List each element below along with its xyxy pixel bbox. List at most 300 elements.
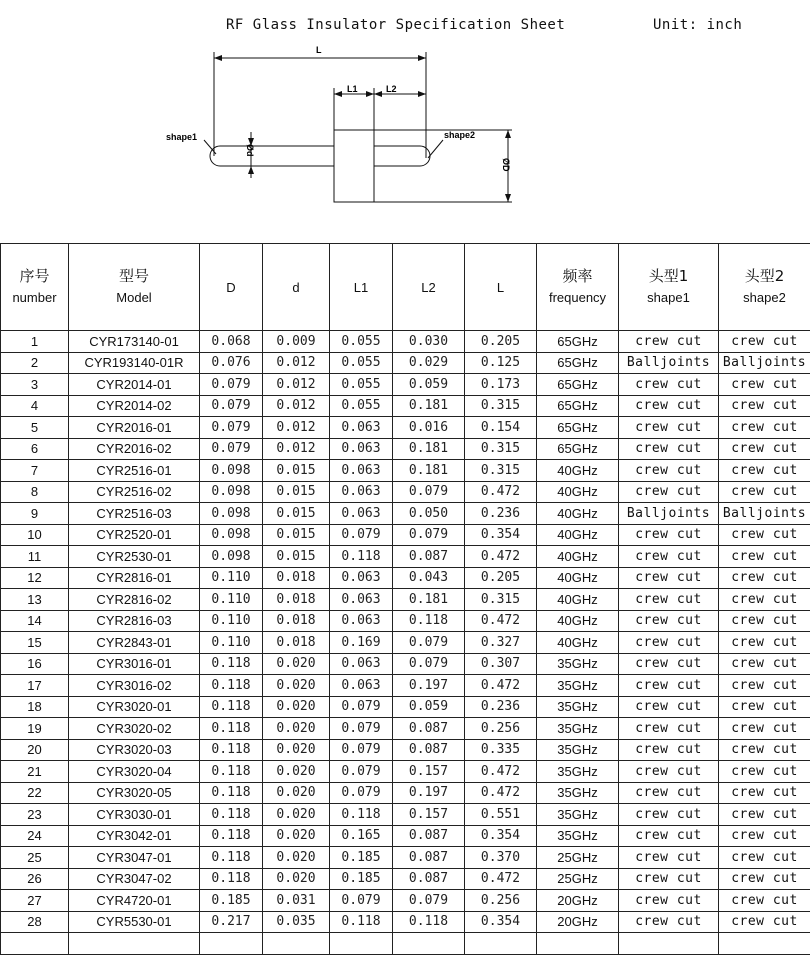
frequency-cell: 40GHz [537,567,619,589]
d-inner-cell: 0.020 [263,653,330,675]
shape1-cell: crew cut [619,331,719,353]
model-cell: CYR3016-02 [69,675,200,697]
row-number: 12 [1,567,69,589]
table-row [1,524,810,546]
d-inner-cell: 0.020 [263,675,330,697]
l2-cell: 0.079 [393,632,465,654]
l1-cell: 0.063 [330,438,393,460]
l1-cell: 0.118 [330,911,393,933]
l2-cell: 0.157 [393,761,465,783]
model-cell: CYR4720-01 [69,890,200,912]
d-inner-cell: 0.020 [263,804,330,826]
shape1-cell: crew cut [619,782,719,804]
model-cell: CYR173140-01 [69,331,200,353]
l-cell: 0.173 [465,374,537,396]
shape2-cell: crew cut [719,417,810,439]
d-inner-cell: 0.031 [263,890,330,912]
d-outer-cell: 0.110 [200,632,263,654]
l1-cell: 0.118 [330,804,393,826]
d-outer-cell: 0.079 [200,438,263,460]
shape2-cell: crew cut [719,782,810,804]
table-row [1,610,810,632]
frequency-cell: 40GHz [537,589,619,611]
d-outer-cell: 0.185 [200,890,263,912]
table-row [1,825,810,847]
l1-cell: 0.063 [330,589,393,611]
l2-cell: 0.043 [393,567,465,589]
column-header-en: Model [69,287,199,308]
shape2-end [420,146,430,166]
model-cell: CYR3042-01 [69,825,200,847]
row-number: 27 [1,890,69,912]
model-cell: CYR2520-01 [69,524,200,546]
d-outer-cell: 0.118 [200,782,263,804]
table-row [1,460,810,482]
frequency-cell: 65GHz [537,395,619,417]
d-outer-cell [200,933,263,955]
l1-cell: 0.185 [330,847,393,869]
column-header [393,244,465,331]
l1-cell: 0.079 [330,524,393,546]
frequency-cell: 35GHz [537,804,619,826]
l-cell: 0.315 [465,395,537,417]
d-inner-cell: 0.009 [263,331,330,353]
l2-cell: 0.079 [393,481,465,503]
shape2-cell: crew cut [719,374,810,396]
l1-cell: 0.063 [330,481,393,503]
spec-table [0,243,810,955]
d-outer-cell: 0.110 [200,567,263,589]
shape2-cell: crew cut [719,739,810,761]
column-header [537,244,619,331]
model-cell: CYR3020-02 [69,718,200,740]
shape2-cell: crew cut [719,653,810,675]
d-outer-cell: 0.118 [200,653,263,675]
l2-cell: 0.181 [393,589,465,611]
l1-cell: 0.055 [330,331,393,353]
frequency-cell: 40GHz [537,503,619,525]
frequency-cell: 65GHz [537,438,619,460]
row-number: 13 [1,589,69,611]
shape2-cell: crew cut [719,718,810,740]
frequency-cell: 20GHz [537,890,619,912]
model-cell: CYR3020-05 [69,782,200,804]
d-inner-cell: 0.015 [263,460,330,482]
shape1-cell: crew cut [619,395,719,417]
d-inner-cell: 0.020 [263,718,330,740]
l1-cell: 0.079 [330,739,393,761]
l-cell: 0.154 [465,417,537,439]
row-number: 10 [1,524,69,546]
l-cell: 0.472 [465,610,537,632]
model-cell: CYR3030-01 [69,804,200,826]
model-cell: CYR2816-02 [69,589,200,611]
row-number: 24 [1,825,69,847]
d-outer-cell: 0.098 [200,546,263,568]
shape1-cell: crew cut [619,374,719,396]
d-outer-cell: 0.098 [200,524,263,546]
shape1-cell: crew cut [619,911,719,933]
shape2-cell: crew cut [719,438,810,460]
row-number: 6 [1,438,69,460]
table-row [1,653,810,675]
column-header [330,244,393,331]
insulator-drawing [0,38,810,238]
table-row [1,352,810,374]
label-d: Ød [245,144,255,157]
row-number: 1 [1,331,69,353]
l2-cell: 0.157 [393,804,465,826]
shape1-cell: crew cut [619,610,719,632]
d-outer-cell: 0.118 [200,739,263,761]
frequency-cell: 40GHz [537,524,619,546]
shape1-cell: crew cut [619,632,719,654]
unit-label: Unit: inch [653,17,742,33]
l2-cell: 0.181 [393,438,465,460]
d-inner-cell: 0.012 [263,352,330,374]
row-number: 8 [1,481,69,503]
shape2-cell: crew cut [719,395,810,417]
l-cell: 0.551 [465,804,537,826]
d-inner-cell: 0.035 [263,911,330,933]
l2-cell [393,933,465,955]
shape1-cell: Balljoints [619,352,719,374]
model-cell: CYR193140-01R [69,352,200,374]
l2-cell: 0.181 [393,460,465,482]
column-header [263,244,330,331]
row-number: 2 [1,352,69,374]
l1-cell: 0.063 [330,460,393,482]
l1-cell: 0.079 [330,718,393,740]
l1-cell: 0.165 [330,825,393,847]
shape2-cell: crew cut [719,331,810,353]
d-outer-cell: 0.079 [200,395,263,417]
l2-cell: 0.197 [393,782,465,804]
l-cell: 0.125 [465,352,537,374]
l-cell: 0.354 [465,524,537,546]
table-row [1,632,810,654]
l2-cell: 0.087 [393,739,465,761]
label-L1: L1 [347,84,358,94]
l1-cell: 0.063 [330,610,393,632]
table-row [1,481,810,503]
shape2-cell: crew cut [719,546,810,568]
l-cell: 0.256 [465,718,537,740]
shape2-cell: crew cut [719,696,810,718]
model-cell: CYR2014-02 [69,395,200,417]
l2-cell: 0.079 [393,890,465,912]
shape1-cell: crew cut [619,718,719,740]
label-shape2: shape2 [444,130,475,140]
column-header [619,244,719,331]
l1-cell: 0.079 [330,782,393,804]
shape1-cell: crew cut [619,804,719,826]
column-header-zh: 头型1 [619,266,718,287]
frequency-cell: 40GHz [537,546,619,568]
shape1-cell [619,933,719,955]
l-cell: 0.472 [465,675,537,697]
l-cell: 0.472 [465,546,537,568]
shape1-cell: crew cut [619,567,719,589]
l1-cell: 0.063 [330,417,393,439]
column-header [719,244,810,331]
l2-cell: 0.059 [393,696,465,718]
d-inner-cell: 0.018 [263,589,330,611]
d-outer-cell: 0.076 [200,352,263,374]
table-row [1,782,810,804]
model-cell: CYR3020-03 [69,739,200,761]
model-cell: CYR2816-03 [69,610,200,632]
d-inner-cell: 0.015 [263,481,330,503]
frequency-cell: 40GHz [537,610,619,632]
row-number: 20 [1,739,69,761]
column-header [1,244,69,331]
model-cell: CYR2516-01 [69,460,200,482]
d-outer-cell: 0.098 [200,460,263,482]
d-outer-cell: 0.110 [200,589,263,611]
row-number [1,933,69,955]
label-shape1: shape1 [166,132,197,142]
l2-cell: 0.197 [393,675,465,697]
d-inner-cell: 0.012 [263,438,330,460]
model-cell [69,933,200,955]
l2-cell: 0.059 [393,374,465,396]
row-number: 17 [1,675,69,697]
model-cell: CYR3047-01 [69,847,200,869]
l1-cell: 0.169 [330,632,393,654]
table-row [1,847,810,869]
shape1-cell: crew cut [619,546,719,568]
table-row [1,417,810,439]
shape1-cell: crew cut [619,417,719,439]
l-cell: 0.472 [465,868,537,890]
frequency-cell: 35GHz [537,675,619,697]
column-header-en: L1 [330,277,392,298]
column-header-zh: 型号 [69,266,199,287]
frequency-cell: 35GHz [537,696,619,718]
l-cell: 0.472 [465,782,537,804]
l-cell: 0.236 [465,696,537,718]
l2-cell: 0.030 [393,331,465,353]
shape2-cell: crew cut [719,911,810,933]
d-outer-cell: 0.118 [200,696,263,718]
model-cell: CYR2516-02 [69,481,200,503]
frequency-cell [537,933,619,955]
l-cell: 0.354 [465,911,537,933]
table-row [1,718,810,740]
d-inner-cell: 0.018 [263,632,330,654]
l-cell: 0.370 [465,847,537,869]
frequency-cell: 25GHz [537,847,619,869]
l2-cell: 0.118 [393,610,465,632]
l1-cell: 0.063 [330,653,393,675]
l1-cell [330,933,393,955]
frequency-cell: 65GHz [537,331,619,353]
table-row [1,761,810,783]
label-L: L [316,45,322,55]
table-row [1,696,810,718]
model-cell: CYR2014-01 [69,374,200,396]
l2-cell: 0.087 [393,718,465,740]
frequency-cell: 35GHz [537,653,619,675]
d-outer-cell: 0.079 [200,417,263,439]
sheet-title: RF Glass Insulator Specification Sheet [226,17,565,33]
d-inner-cell: 0.015 [263,503,330,525]
l1-cell: 0.079 [330,696,393,718]
frequency-cell: 35GHz [537,718,619,740]
l-cell: 0.315 [465,438,537,460]
shape1-cell: crew cut [619,481,719,503]
row-number: 3 [1,374,69,396]
frequency-cell: 40GHz [537,460,619,482]
shape2-cell: crew cut [719,890,810,912]
shape2-cell [719,933,810,955]
shape1-cell: crew cut [619,890,719,912]
shape1-cell: crew cut [619,438,719,460]
row-number: 22 [1,782,69,804]
column-header-en: number [1,287,68,308]
model-cell: CYR3020-01 [69,696,200,718]
table-row [1,395,810,417]
shape1-cell: crew cut [619,589,719,611]
frequency-cell: 65GHz [537,417,619,439]
d-inner-cell: 0.020 [263,868,330,890]
d-inner-cell: 0.020 [263,782,330,804]
column-header-en: frequency [537,287,618,308]
shape1-cell: crew cut [619,868,719,890]
column-header-zh: 头型2 [719,266,810,287]
model-cell: CYR3020-04 [69,761,200,783]
row-number: 4 [1,395,69,417]
d-inner-cell: 0.012 [263,417,330,439]
d-inner-cell [263,933,330,955]
frequency-cell: 40GHz [537,481,619,503]
d-inner-cell: 0.020 [263,761,330,783]
l-cell: 0.205 [465,331,537,353]
shape1-cell: Balljoints [619,503,719,525]
label-D: ØD [501,158,511,172]
l2-cell: 0.087 [393,868,465,890]
row-number: 21 [1,761,69,783]
d-inner-cell: 0.012 [263,395,330,417]
l-cell: 0.236 [465,503,537,525]
l-cell [465,933,537,955]
table-row [1,589,810,611]
l-cell: 0.315 [465,460,537,482]
l-cell: 0.315 [465,589,537,611]
model-cell: CYR5530-01 [69,911,200,933]
row-number: 11 [1,546,69,568]
model-cell: CYR2516-03 [69,503,200,525]
d-outer-cell: 0.118 [200,825,263,847]
frequency-cell: 35GHz [537,782,619,804]
l1-cell: 0.063 [330,503,393,525]
frequency-cell: 65GHz [537,374,619,396]
table-row [1,331,810,353]
table-row [1,933,810,955]
row-number: 9 [1,503,69,525]
row-number: 25 [1,847,69,869]
shape1-cell: crew cut [619,675,719,697]
shape2-cell: crew cut [719,481,810,503]
frequency-cell: 35GHz [537,761,619,783]
shape1-cell: crew cut [619,696,719,718]
column-header [200,244,263,331]
l2-cell: 0.079 [393,524,465,546]
l1-cell: 0.118 [330,546,393,568]
model-cell: CYR3047-02 [69,868,200,890]
d-outer-cell: 0.118 [200,868,263,890]
row-number: 18 [1,696,69,718]
l2-cell: 0.087 [393,546,465,568]
shape2-cell: Balljoints [719,503,810,525]
shape2-cell: crew cut [719,524,810,546]
d-inner-cell: 0.015 [263,524,330,546]
d-outer-cell: 0.118 [200,718,263,740]
column-header-en: L2 [393,277,464,298]
row-number: 26 [1,868,69,890]
column-header-en: D [200,277,262,298]
l1-cell: 0.063 [330,567,393,589]
model-cell: CYR2816-01 [69,567,200,589]
l2-cell: 0.087 [393,847,465,869]
row-number: 19 [1,718,69,740]
table-header-row [1,244,810,331]
d-inner-cell: 0.020 [263,739,330,761]
column-header-zh: 频率 [537,266,618,287]
d-outer-cell: 0.118 [200,761,263,783]
table-row [1,546,810,568]
table-row [1,374,810,396]
table-row [1,890,810,912]
frequency-cell: 65GHz [537,352,619,374]
column-header [465,244,537,331]
l2-cell: 0.079 [393,653,465,675]
row-number: 16 [1,653,69,675]
model-cell: CYR2016-01 [69,417,200,439]
l2-cell: 0.029 [393,352,465,374]
l-cell: 0.256 [465,890,537,912]
frequency-cell: 35GHz [537,825,619,847]
shape1-cell: crew cut [619,653,719,675]
d-inner-cell: 0.018 [263,567,330,589]
l2-cell: 0.050 [393,503,465,525]
model-cell: CYR2843-01 [69,632,200,654]
l-cell: 0.335 [465,739,537,761]
shape2-cell: crew cut [719,589,810,611]
table-row [1,739,810,761]
d-inner-cell: 0.012 [263,374,330,396]
d-inner-cell: 0.018 [263,610,330,632]
label-L2: L2 [386,84,397,94]
column-header-en: d [263,277,329,298]
l-cell: 0.472 [465,481,537,503]
row-number: 23 [1,804,69,826]
l1-cell: 0.079 [330,761,393,783]
column-header-en: shape1 [619,287,718,308]
shape2-cell: crew cut [719,847,810,869]
insulator-body [334,130,374,202]
l2-cell: 0.087 [393,825,465,847]
l-cell: 0.472 [465,761,537,783]
d-outer-cell: 0.118 [200,675,263,697]
shape1-cell: crew cut [619,739,719,761]
column-header [69,244,200,331]
frequency-cell: 25GHz [537,868,619,890]
shape1-cell: crew cut [619,825,719,847]
shape2-cell: crew cut [719,610,810,632]
d-outer-cell: 0.068 [200,331,263,353]
